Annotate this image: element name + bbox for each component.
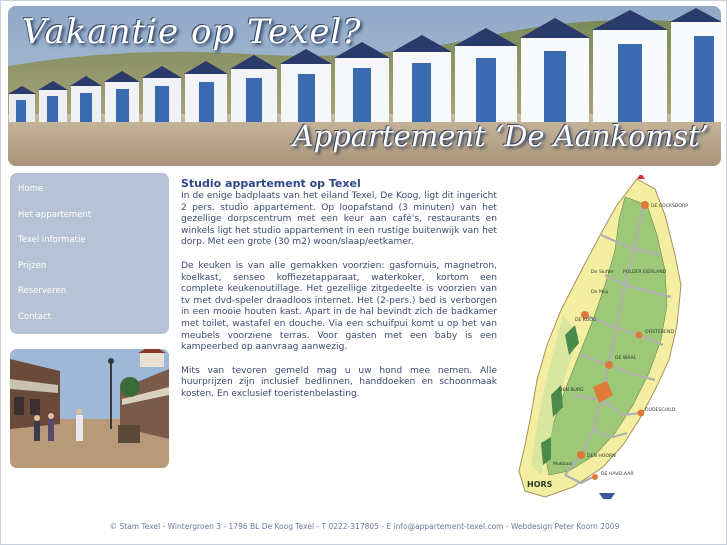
banner-title: Vakantie op Texel? (22, 12, 362, 52)
map-label-havelaar: DE HAVELAAR (601, 472, 634, 477)
banner-subtitle: Appartement ‘De Aankomst’ (292, 119, 709, 153)
map-label-cocksdorp: DE COCKSDORP (651, 204, 688, 209)
kitchen-paragraph: De keuken is van alle gemakken voorzien: gasfornuis, magnetron, koelkast, senseo koffiezetapparaat, waterkoker, kortom een complete keukenoutillage. Het gezellige zitgedeelte is voorzien van tv met dvd-speler draadloos internet. Het (2-pers.) bed is verborgen in een mooie houten kast. Apart in de hal bevindt zich de badkamer met toilet, wastafel en douche. Via een schuifpui komt u op het van meubels voorziene terras. Voor gasten met een baby is een kampeerbed op aanvraag aanwezig. (181, 260, 497, 353)
map-label-denburg: DEN BURG (559, 388, 584, 393)
nav-item-het-appartement[interactable]: Het appartement (18, 209, 92, 220)
map-label-waal: DE WAAL (615, 356, 637, 361)
header-banner (8, 6, 721, 166)
map-label-oosterend: OOSTEREND (645, 330, 674, 335)
village-street-photo (10, 349, 169, 468)
nav-item-home[interactable]: Home (18, 184, 44, 194)
footer-contact: © Stam Texel - Wintergroen 3 - 1796 BL De Koog Texel - T 0222-317805 - E info@appartement-texel.com - Webdesign Peter Koorn 2009 (109, 522, 620, 531)
main-navigation (10, 173, 169, 334)
map-label-hoorn: DEN HOORN (587, 454, 616, 459)
nav-item-reserveren[interactable]: Reserveren (18, 286, 67, 296)
map-label-mokbaai: Mokbaai (553, 462, 573, 467)
texel-island-map (505, 175, 705, 505)
nav-item-contact[interactable]: Contact (18, 311, 52, 322)
main-content (181, 177, 497, 413)
intro-paragraph: In de enige badplaats van het eiland Texel, De Koog, ligt dit ingericht 2 pers. studio appartement. Op loopafstand (3 minuten) van het gezellige dorpscentrum met een keur aan café's, restaurants en winkels ligt het studio appartement in een rustige buitenwijk van het dorp. Met een grote (30 m2) woon/slaap/eetkamer. (181, 191, 497, 248)
nav-item-prijzen[interactable]: Prijzen (18, 260, 47, 271)
map-label-muy: De Muy (591, 290, 609, 295)
map-label-hors: HORS (527, 480, 553, 489)
map-label-slufter: De Slufter (591, 270, 614, 275)
map-label-oudeschild: OUDESCHILD (645, 408, 676, 413)
map-label-koog: DE KOOG (575, 318, 597, 323)
map-label-polder: POLDER EIERLAND (623, 270, 667, 275)
page-title: Studio appartement op Texel (181, 177, 361, 190)
nav-item-texel-informatie[interactable]: Texel informatie (18, 235, 86, 245)
pets-paragraph: Mits van tevoren gemeld mag u uw hond mee nemen. Alle huurprijzen zijn inclusief bedlinnen, handdoeken en schoonmaak kosten. En exclusief toeristenbelasting. (181, 365, 497, 399)
